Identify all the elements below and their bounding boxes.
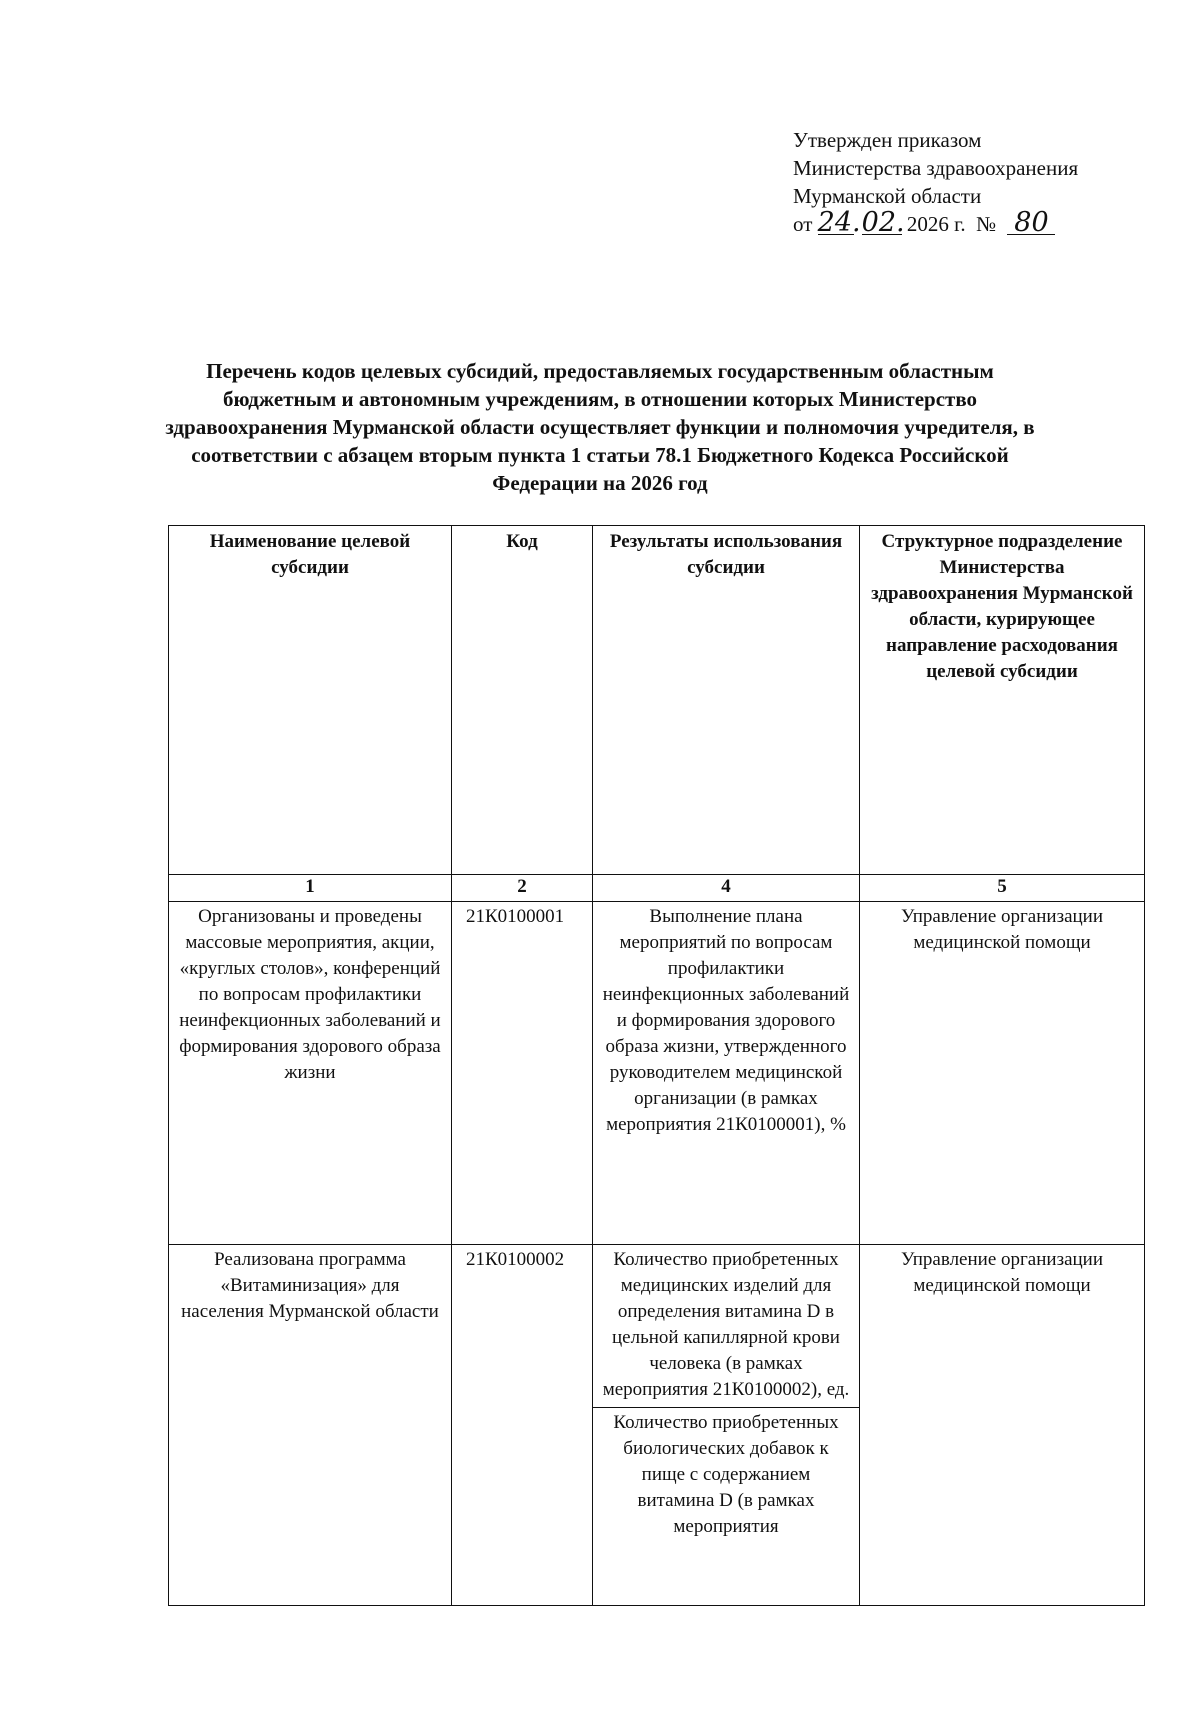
header-results: Результаты использования субсидии: [593, 526, 860, 875]
results-cell: [593, 902, 860, 1245]
header-code: Код: [452, 526, 593, 875]
result-item: Количество приобретенных биологических добавок к пище с содержанием витамина D (в рамках мероприятия: [593, 1407, 859, 1540]
header-department: Структурное подразделение Министерства здравоохранения Мурманской области, курирующее направление расходования целевой субсидии: [860, 526, 1145, 875]
subsidy-name-cell: Реализована программа «Витаминизация» для населения Мурманской области: [169, 1245, 452, 1606]
subsidy-code-cell: 21К0100001: [452, 902, 593, 1245]
department-cell: Управление организации медицинской помощи: [860, 902, 1145, 1245]
handwritten-day: 24.: [817, 207, 861, 238]
approval-line-1: Утвержден приказом: [793, 128, 982, 152]
table-row: [169, 1245, 1145, 1606]
department-cell: Управление организации медицинской помощи: [860, 1245, 1145, 1606]
column-number: 2: [452, 875, 593, 902]
approval-line-3: Мурманской области: [793, 184, 982, 208]
handwritten-month: 02.: [861, 207, 905, 238]
subsidy-code-cell: 21К0100002: [452, 1245, 593, 1606]
results-cell: [593, 1245, 860, 1606]
table-header-row: [169, 526, 1145, 875]
approval-stamp: [793, 126, 1078, 238]
column-number: 5: [860, 875, 1145, 902]
approval-date-line: [793, 207, 1078, 238]
header-subsidy-name: Наименование целевой субсидии: [169, 526, 452, 875]
date-year: 2026 г.: [906, 212, 966, 236]
column-number-row: [169, 875, 1145, 902]
column-number: 1: [169, 875, 452, 902]
handwritten-number: 80: [1007, 212, 1055, 235]
table-row: [169, 902, 1145, 1245]
result-item: Количество приобретенных медицинских изделий для определения витамина D в цельной капиллярной крови человека (в рамках мероприятия 21К0100002), ед.: [602, 1249, 850, 1400]
approval-line-2: Министерства здравоохранения: [793, 156, 1079, 180]
subsidy-name-cell: Организованы и проведены массовые мероприятия, акции, «круглых столов», конференций по вопросам профилактики неинфекционных заболеваний и формирования здорового образа жизни: [169, 902, 452, 1245]
document-title: Перечень кодов целевых субсидий, предоставляемых государственным областным бюджетным и автономным учреждениям, в отношении которых Министерство здравоохранения Мурманской области осуществляет функции и полномочия учредителя, в соответствии с абзацем вторым пункта 1 статьи 78.1 Бюджетного Кодекса Российской Федерации на 2026 год: [165, 359, 1035, 495]
date-prefix: от: [793, 212, 813, 236]
subsidy-table: [168, 525, 1145, 1606]
result-item: Выполнение плана мероприятий по вопросам профилактики неинфекционных заболеваний и формирования здорового образа жизни, утвержденного руководителем медицинской организации (в рамках мероприятия 21К0100001), %: [602, 906, 850, 1135]
column-number: 4: [593, 875, 860, 902]
number-sign: №: [976, 212, 997, 236]
